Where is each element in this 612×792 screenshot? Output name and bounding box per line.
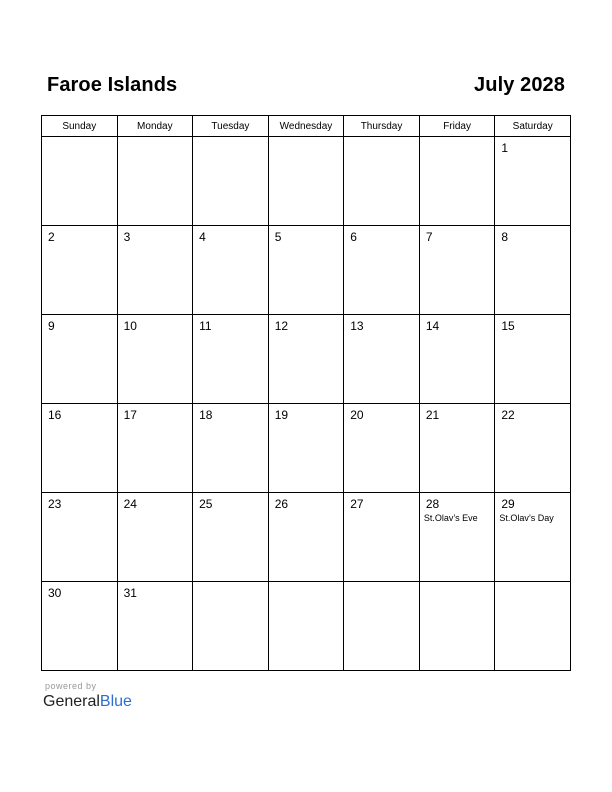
day-cell: [42, 493, 118, 582]
day-cell: [117, 404, 193, 493]
day-number: 27: [350, 497, 364, 511]
day-number: [269, 582, 344, 587]
week-row: [42, 404, 571, 493]
day-cell: [419, 226, 495, 315]
month-title: July 2028: [474, 73, 565, 96]
day-number: 6: [350, 230, 357, 244]
day-number: 17: [123, 408, 137, 422]
week-row: [42, 493, 571, 582]
day-number: 12: [274, 319, 289, 333]
day-number: 18: [199, 408, 213, 422]
day-cell: [344, 582, 420, 671]
country-title: Faroe Islands: [47, 73, 178, 96]
day-number: 29: [501, 497, 515, 511]
day-number: 28: [425, 497, 440, 511]
day-cell: [419, 404, 495, 493]
weekday-friday: Friday: [419, 116, 495, 137]
day-cell: [495, 137, 571, 226]
day-cell: [344, 315, 420, 404]
day-number: [344, 137, 419, 142]
day-number: [42, 137, 117, 142]
day-number: 30: [48, 586, 62, 600]
day-cell: [268, 582, 344, 671]
day-number: 22: [501, 408, 515, 422]
week-row: [42, 226, 571, 315]
week-row: [42, 137, 571, 226]
day-number: 4: [199, 230, 206, 244]
day-number: 7: [425, 230, 433, 244]
day-cell: [268, 137, 344, 226]
day-cell: [344, 226, 420, 315]
day-cell: [495, 582, 571, 671]
powered-by-text: powered by: [45, 681, 97, 691]
day-number: 2: [48, 230, 55, 244]
day-cell: [268, 493, 344, 582]
day-number: 24: [123, 497, 137, 511]
day-cell: [117, 582, 193, 671]
weekday-monday: Monday: [117, 116, 193, 137]
day-number: 3: [123, 230, 131, 244]
day-number: 25: [199, 497, 213, 511]
weekday-header-row: [42, 116, 571, 137]
day-cell: [495, 404, 571, 493]
weekday-saturday: Saturday: [495, 116, 571, 137]
day-cell: [193, 582, 269, 671]
day-number: 23: [48, 497, 62, 511]
week-row: [42, 315, 571, 404]
day-cell: [419, 582, 495, 671]
day-number: 5: [274, 230, 282, 244]
day-cell: [419, 315, 495, 404]
day-number: 8: [501, 230, 509, 244]
week-row: [42, 582, 571, 671]
brand-blue: Blue: [99, 693, 132, 710]
brand-general: General: [43, 693, 100, 710]
day-number: 16: [48, 408, 62, 422]
holiday-label: St.Olav’s Eve: [423, 513, 478, 523]
day-cell: [193, 493, 269, 582]
day-cell: [268, 315, 344, 404]
day-cell: [117, 137, 193, 226]
day-cell: [117, 315, 193, 404]
day-number: 13: [350, 319, 364, 333]
day-cell: [495, 226, 571, 315]
day-cell: [495, 493, 571, 582]
day-number: 15: [501, 319, 515, 333]
footer-branding: [43, 681, 132, 711]
day-number: [420, 582, 495, 587]
day-cell: [42, 582, 118, 671]
day-number: [269, 137, 344, 142]
day-number: 26: [274, 497, 289, 511]
calendar-grid: [41, 115, 571, 671]
day-cell: [193, 404, 269, 493]
day-number: [495, 582, 570, 587]
weekday-thursday: Thursday: [344, 116, 420, 137]
day-cell: [193, 226, 269, 315]
day-number: [344, 582, 419, 587]
day-number: 1: [501, 141, 509, 155]
day-cell: [268, 404, 344, 493]
day-number: [118, 137, 193, 142]
day-cell: [42, 137, 118, 226]
day-cell: [42, 226, 118, 315]
calendar-header: [47, 71, 565, 99]
day-number: 20: [350, 408, 364, 422]
day-cell: [344, 404, 420, 493]
weekday-wednesday: Wednesday: [268, 116, 344, 137]
day-number: 10: [123, 319, 137, 333]
day-number: 31: [123, 586, 137, 600]
weekday-sunday: Sunday: [42, 116, 118, 137]
day-cell: [42, 315, 118, 404]
day-cell: [268, 226, 344, 315]
day-cell: [42, 404, 118, 493]
day-cell: [495, 315, 571, 404]
day-number: [420, 137, 495, 142]
day-cell: [419, 493, 495, 582]
holiday-label: St.Olav’s Day: [499, 513, 554, 523]
day-number: 19: [274, 408, 289, 422]
day-cell: [419, 137, 495, 226]
day-number: 21: [425, 408, 440, 422]
day-number: 11: [199, 319, 212, 333]
day-number: 9: [48, 319, 55, 333]
day-cell: [344, 493, 420, 582]
day-number: [193, 582, 268, 587]
day-cell: [193, 315, 269, 404]
generalblue-logo[interactable]: [43, 693, 132, 711]
day-cell: [344, 137, 420, 226]
day-cell: [117, 493, 193, 582]
day-cell: [193, 137, 269, 226]
day-number: 14: [425, 319, 440, 333]
day-cell: [117, 226, 193, 315]
weekday-tuesday: Tuesday: [193, 116, 269, 137]
day-number: [193, 137, 268, 142]
